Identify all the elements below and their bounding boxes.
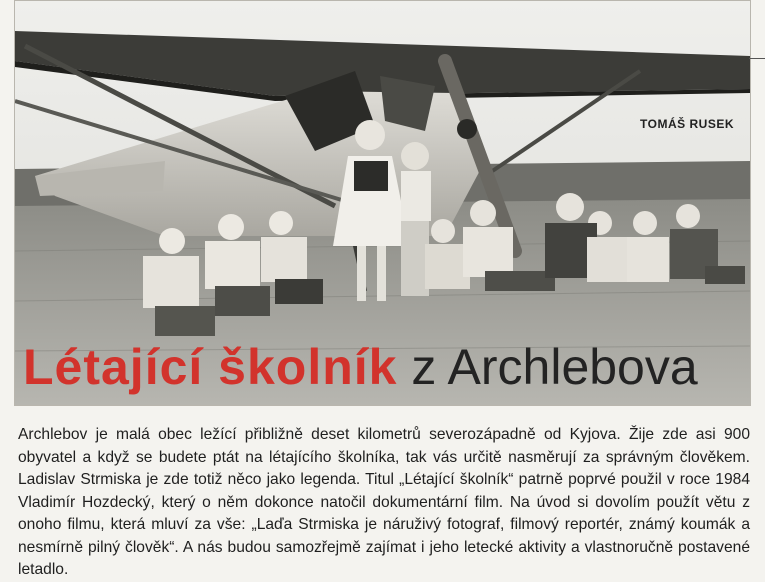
article-headline [23, 339, 698, 395]
article-body: Archlebov je malá obec ležící přibližně deset kilometrů severozápadně od Kyjova. Žije zde asi 900 obyvatel a když se budete ptát na létajícího školníka, tak vás určitě nasměrují za správným člověkem. Ladislav Strmiska je zde totiž něco jako legenda. Titul „Létající školník“ patrně poprvé použil v roce 1984 Vladimír Hozdecký, který o něm dokonce natočil dokumentární film. Na úvod si dovolím použít větu z onoho filmu, která mluví za vše: „Laďa Strmiska je náruživý fotograf, filmový reportér, známý koumák a nesmírně pilný člověk“. A nás budou samozřejmě zajímat i jeho letecké aktivity a vlastnoručně postavené letadlo. [18, 426, 750, 578]
headline-highlight: Létající školník [23, 339, 398, 395]
margin-rule [749, 58, 765, 59]
article-photo [14, 0, 751, 406]
photo-credit: TOMÁŠ RUSEK [640, 117, 734, 131]
headline-rest: z Archlebova [411, 339, 698, 395]
